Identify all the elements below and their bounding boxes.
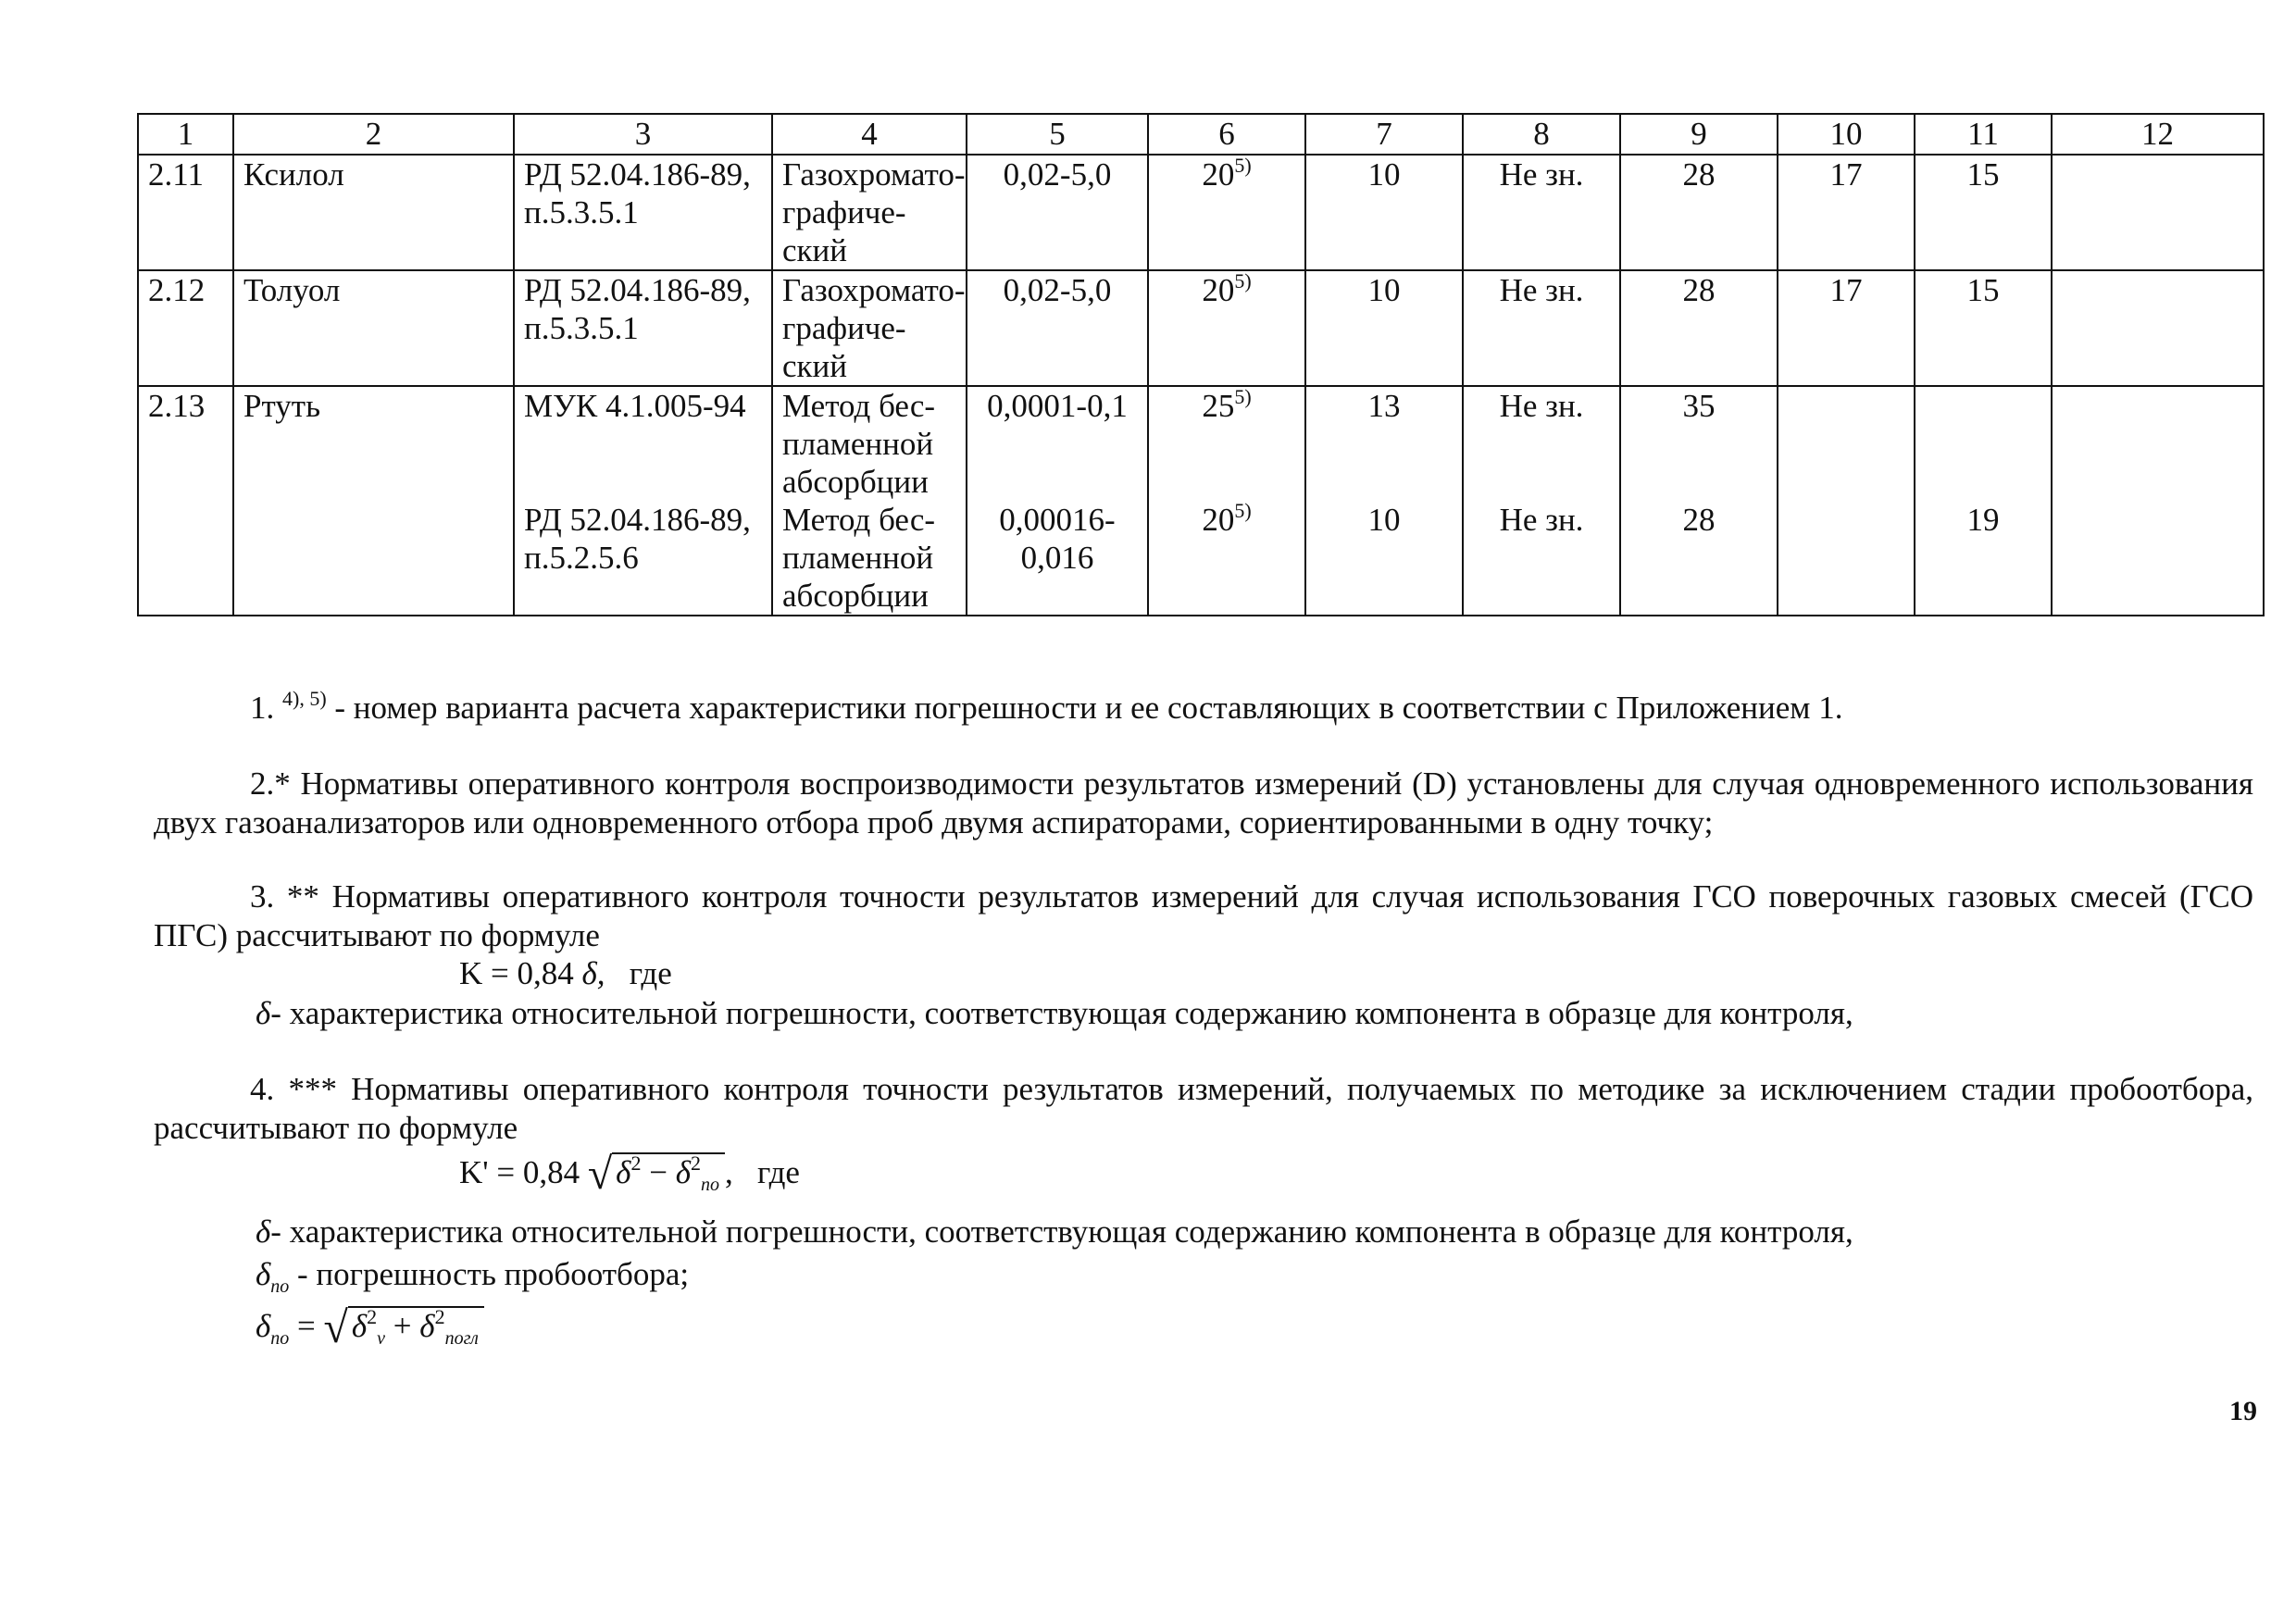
- method-name: Метод бес-пламенной абсорбции: [772, 501, 967, 616]
- measure-range: 0,02-5,0: [967, 155, 1148, 270]
- substance-name: Толуол: [233, 270, 514, 386]
- cell-col11: [1915, 386, 2052, 501]
- method-name: Метод бес-пламенной абсорбции: [772, 386, 967, 501]
- col-header: 4: [772, 114, 967, 155]
- cell-col8: Не зн.: [1463, 501, 1620, 616]
- cell-col7: 13: [1305, 386, 1463, 501]
- cell-col7: 10: [1305, 155, 1463, 270]
- cell-col8: Не зн.: [1463, 386, 1620, 501]
- measure-range: 0,00016-0,016: [967, 501, 1148, 616]
- col-header: 8: [1463, 114, 1620, 155]
- note-3-definition: δ- характеристика относительной погрешности, соответствующая содержанию компонента в образце для контроля,: [256, 995, 1853, 1031]
- col-header: 7: [1305, 114, 1463, 155]
- cell-col7: 10: [1305, 270, 1463, 386]
- col-header: 5: [967, 114, 1148, 155]
- note-3: 3. ** Нормативы оперативного контроля точности результатов измерений для случая использования ГСО поверочных газовых смесей (ГСО ПГС) рассчитывают по формуле: [154, 878, 2253, 953]
- page-number: 19: [2229, 1396, 2257, 1426]
- cell-col9: 28: [1620, 501, 1778, 616]
- cell-col10: 17: [1778, 270, 1915, 386]
- row-number: 2.12: [138, 270, 233, 386]
- formula-k: K = 0,84 δ, где: [459, 955, 672, 991]
- cell-col6: 20$^{5)}$: [1148, 155, 1305, 270]
- cell-col12: [2052, 155, 2264, 270]
- table-header-row: [138, 114, 2264, 155]
- method-doc: РД 52.04.186-89, п.5.3.5.1: [514, 270, 772, 386]
- cell-col9: 28: [1620, 155, 1778, 270]
- cell-col10: 17: [1778, 155, 1915, 270]
- substance-name: Ксилол: [233, 155, 514, 270]
- cell-col11: 15: [1915, 155, 2052, 270]
- note-4-definition-2: $\delta_{по}$ - погрешность пробоотбора;: [256, 1256, 690, 1297]
- cell-col6: 25$^{5)}$: [1148, 386, 1305, 501]
- method-name: Газохромато-графиче-ский: [772, 270, 967, 386]
- note-2: 2.* Нормативы оперативного контроля воспроизводимости результатов измерений (D) установлены для случая одновременного использования двух газоанализаторов или одновременного отбора проб двумя аспираторами, сориентированными в одну точку;: [154, 765, 2253, 840]
- formula-delta-po: $\delta_{по}$ = √ $\delta^2_v + \delta^2_{погл}$: [256, 1305, 484, 1350]
- cell-col9: 28: [1620, 270, 1778, 386]
- cell-col12: [2052, 386, 2264, 501]
- note-1: 1. $^{4), 5)}$ - номер варианта расчета характеристики погрешности и ее составляющих в соответствии с Приложением 1.: [250, 687, 1843, 726]
- cell-col6: 20$^{5)}$: [1148, 501, 1305, 616]
- cell-col10: [1778, 386, 1915, 501]
- row-number: 2.13: [138, 386, 233, 616]
- cell-col10: [1778, 501, 1915, 616]
- cell-col11: 15: [1915, 270, 2052, 386]
- col-header: 6: [1148, 114, 1305, 155]
- col-header: 3: [514, 114, 772, 155]
- method-name: Газохромато-графиче-ский: [772, 155, 967, 270]
- method-doc: РД 52.04.186-89, п.5.2.5.6: [514, 501, 772, 616]
- col-header: 2: [233, 114, 514, 155]
- measure-range: 0,0001-0,1: [967, 386, 1148, 501]
- row-number: 2.11: [138, 155, 233, 270]
- measure-range: 0,02-5,0: [967, 270, 1148, 386]
- cell-col6: 20$^{5)}$: [1148, 270, 1305, 386]
- cell-col12: [2052, 501, 2264, 616]
- table-row: [138, 386, 2264, 501]
- cell-col7: 10: [1305, 501, 1463, 616]
- col-header: 10: [1778, 114, 1915, 155]
- table-row: [138, 270, 2264, 386]
- note-4: 4. *** Нормативы оперативного контроля точности результатов измерений, получаемых по методике за исключением стадии пробоотбора, рассчитывают по формуле: [154, 1071, 2253, 1146]
- col-header: 1: [138, 114, 233, 155]
- col-header: 9: [1620, 114, 1778, 155]
- cell-col12: [2052, 270, 2264, 386]
- note-4-definition-1: δ- характеристика относительной погрешности, соответствующая содержанию компонента в образце для контроля,: [256, 1214, 1853, 1250]
- norms-table: [137, 113, 2265, 616]
- cell-col11: 19: [1915, 501, 2052, 616]
- cell-col9: 35: [1620, 386, 1778, 501]
- formula-k-prime: K' = 0,84 √ $\delta^2 - \delta^2_{по}$ , где: [459, 1150, 800, 1199]
- table-row: [138, 155, 2264, 270]
- cell-col8: Не зн.: [1463, 155, 1620, 270]
- col-header: 12: [2052, 114, 2264, 155]
- cell-col8: Не зн.: [1463, 270, 1620, 386]
- col-header: 11: [1915, 114, 2052, 155]
- substance-name: Ртуть: [233, 386, 514, 616]
- method-doc: МУК 4.1.005-94: [514, 386, 772, 501]
- method-doc: РД 52.04.186-89, п.5.3.5.1: [514, 155, 772, 270]
